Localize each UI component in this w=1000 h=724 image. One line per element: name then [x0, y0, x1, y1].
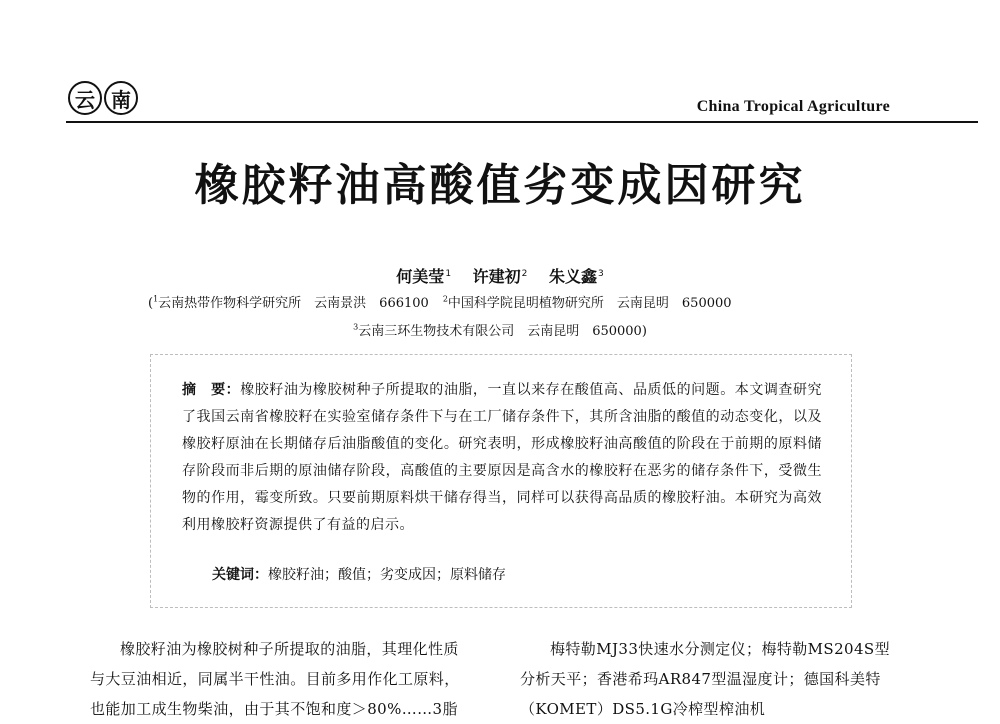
- affiliation-2: 中国科学院昆明植物研究所 云南昆明 650000: [447, 296, 732, 311]
- body-line: 橡胶籽油为橡胶树种子所提取的油脂，其理化性质: [120, 640, 459, 658]
- affiliation-1: 云南热带作物科学研究所 云南景洪 666100: [158, 296, 429, 311]
- author-name: 朱义鑫: [548, 267, 597, 286]
- section-badge-char: 云: [68, 81, 102, 115]
- author: [396, 267, 451, 286]
- author-name: 许建初: [472, 267, 521, 286]
- author: [473, 267, 528, 286]
- body-column-right: [520, 634, 938, 724]
- author-affiliation-marker: 3: [597, 268, 604, 279]
- body-line: 梅特勒MJ33快速水分测定仪；梅特勒MS204S型: [550, 640, 891, 658]
- abstract-label: 摘 要：: [182, 382, 241, 398]
- keywords-label: 关键词：: [212, 567, 268, 583]
- affiliation-marker: 2: [442, 294, 448, 304]
- affiliation-open-paren: (: [148, 296, 154, 311]
- header-rule: [66, 121, 978, 123]
- body-line: 也能加工成生物柴油，由于其不饱和度＞80%……3脂: [90, 700, 458, 718]
- author-name: 何美莹: [396, 267, 445, 286]
- affiliation-close-paren: ): [641, 324, 647, 339]
- body-column-left: [90, 634, 508, 724]
- affiliation-marker: 3: [353, 322, 359, 332]
- body-line: （KOMET）DS5.1G冷榨型榨油机: [520, 700, 766, 718]
- affiliation-marker: 1: [153, 294, 159, 304]
- abstract: [182, 377, 822, 539]
- author: [549, 267, 604, 286]
- abstract-body: 橡胶籽油为橡胶树种子所提取的油脂，一直以来存在酸值高、品质低的问题。本文调查研究了我国云南省橡胶籽在实验室储存条件下与在工厂储存条件下，其所含油脂的酸值的动态变化，以及橡胶籽原油在长期储存后油脂酸值的变化。研究表明，形成橡胶籽油高酸值的阶段在于前期的原料储存阶段而非后期的原油储存阶段，高酸值的主要原因是高含水的橡胶籽在恶劣的储存条件下，受微生物的作用，霉变所致。只要前期原料烘干储存得当，同样可以获得高品质的橡胶籽油。本研究为高效利用橡胶籽资源提供了有益的启示。: [182, 382, 822, 533]
- page-title: 橡胶籽油高酸值劣变成因研究: [194, 160, 806, 211]
- affiliation-3: 云南三环生物技术有限公司 云南昆明 650000: [358, 324, 642, 339]
- section-badge: [68, 80, 140, 116]
- keywords: [212, 564, 506, 584]
- section-badge-char: 南: [104, 81, 138, 115]
- affiliations-line-1: [148, 292, 732, 311]
- author-list: [0, 264, 1000, 287]
- affiliations-line-2: [0, 320, 1000, 339]
- journal-name: China Tropical Agriculture: [696, 98, 890, 115]
- author-affiliation-marker: 1: [445, 268, 452, 279]
- author-affiliation-marker: 2: [521, 268, 528, 279]
- body-line: 分析天平；香港希玛AR847型温湿度计；德国科美特: [520, 670, 881, 688]
- body-line: 与大豆油相近，同属半干性油。目前多用作化工原料，: [90, 670, 460, 688]
- keywords-text: 橡胶籽油；酸值；劣变成因；原料储存: [268, 567, 506, 583]
